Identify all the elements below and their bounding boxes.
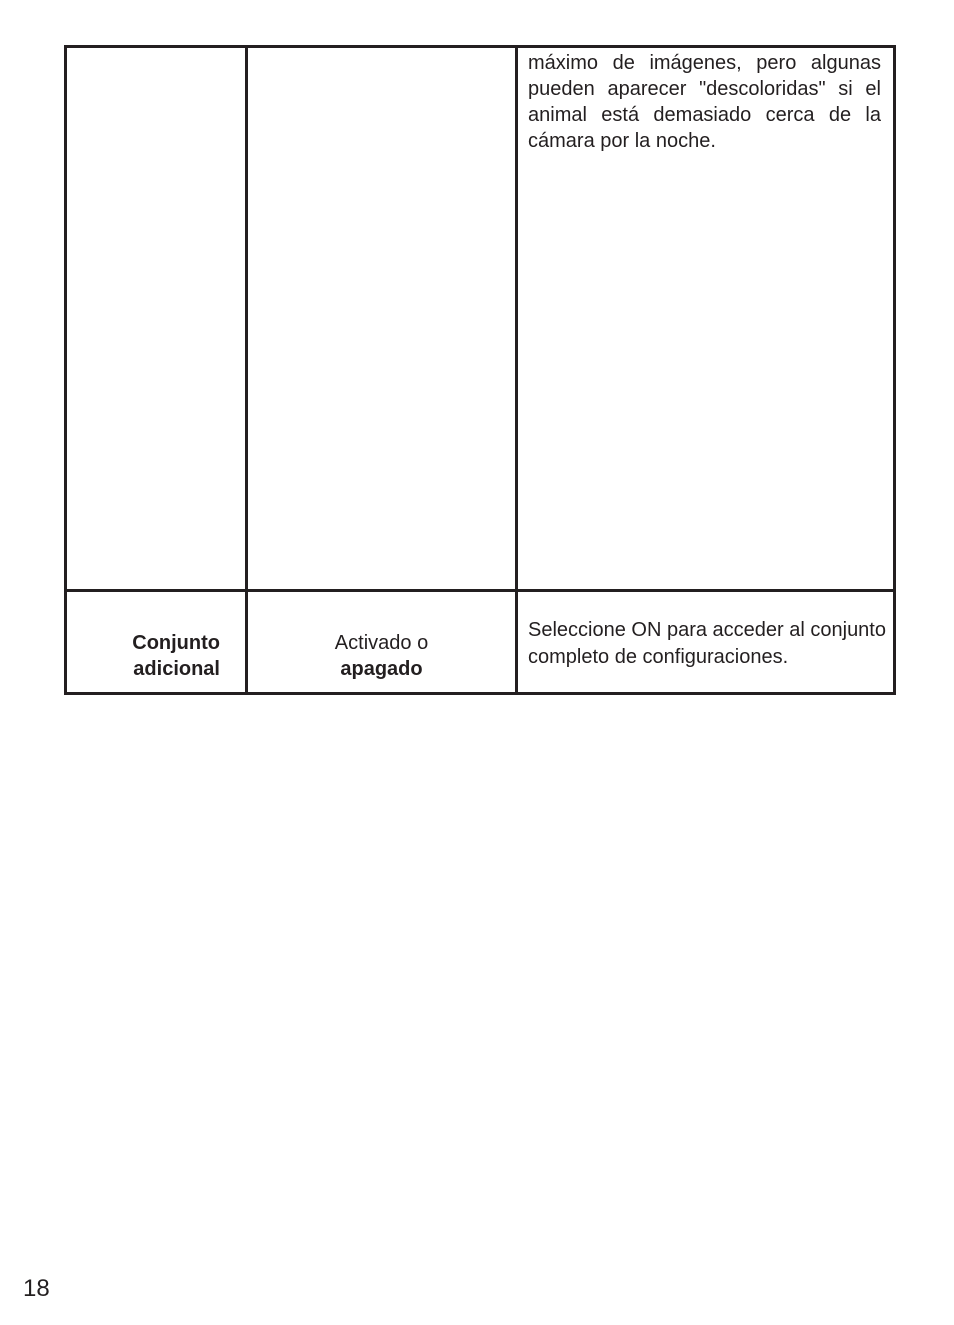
- conjunto-adicional-label: [67, 630, 220, 682]
- column-divider: [245, 48, 248, 692]
- conjunto-adicional-description: Seleccione ON para acceder al conjunto completo de configuraciones.: [528, 619, 886, 668]
- column-divider: [515, 48, 518, 692]
- label-line: Conjunto: [132, 632, 220, 654]
- value-line: Activado o: [334, 632, 429, 654]
- value-default: apagado: [340, 658, 423, 680]
- settings-table: [64, 45, 896, 695]
- page-number: 18: [23, 1275, 50, 1302]
- continued-row-description: máximo de imágenes, pero algunas pueden aparecer "descoloridas" si el animal está demasiado cerca de la cámara por la noche.: [528, 52, 881, 152]
- label-line: adicional: [133, 658, 220, 680]
- row-divider: [67, 589, 893, 592]
- conjunto-adicional-value: [248, 630, 515, 682]
